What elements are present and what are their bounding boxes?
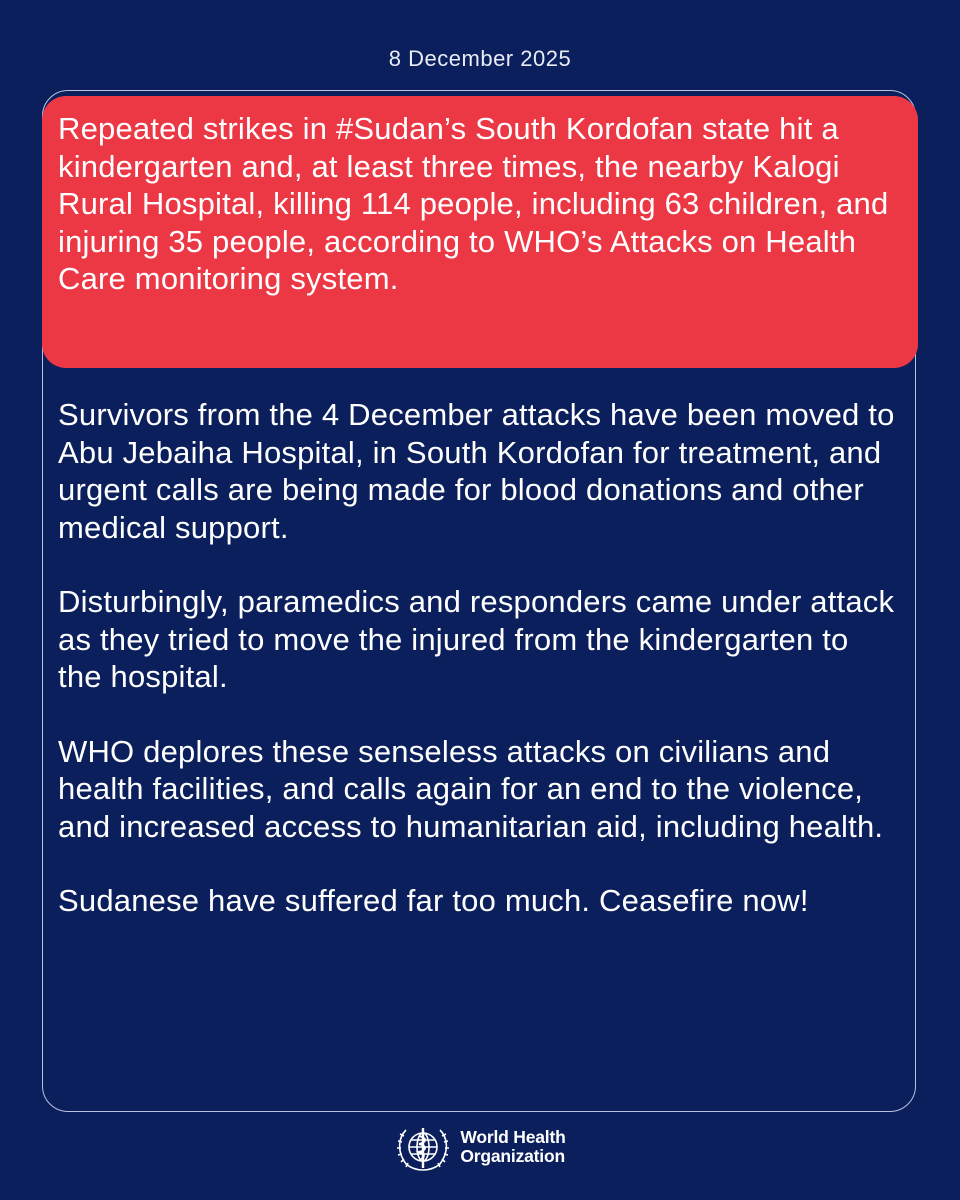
body-text <box>58 396 898 957</box>
paragraph-who-deplores: WHO deplores these senseless attacks on civilians and health facilities, and calls again for an end to the violence, and increased access to humanitarian aid, including health. <box>58 733 884 844</box>
who-emblem-icon <box>394 1122 452 1172</box>
paragraph-survivors: Survivors from the 4 December attacks have been moved to Abu Jebaiha Hospital, in South Kordofan for treatment, and urgent calls are being made for blood donations and other medical support. <box>58 397 895 545</box>
highlight-text: Repeated strikes in #Sudan’s South Kordofan state hit a kindergarten and, at least three times, the nearby Kalogi Rural Hospital, killing 114 people, including 63 children, and injuring 35 people, according to WHO’s Attacks on Health Care monitoring system. <box>58 111 889 296</box>
paragraph-ceasefire: Sudanese have suffered far too much. Ceasefire now! <box>58 883 809 918</box>
who-logo <box>394 1122 565 1172</box>
post-date: 8 December 2025 <box>388 46 572 71</box>
org-name-line1: World Health <box>460 1127 566 1147</box>
paragraph-paramedics: Disturbingly, paramedics and responders came under attack as they tried to move the injured from the kindergarten to the hospital. <box>58 584 895 694</box>
who-wordmark <box>460 1128 565 1166</box>
highlight-box <box>42 96 918 368</box>
footer <box>0 1122 960 1172</box>
org-name-line2: Organization <box>460 1146 565 1166</box>
